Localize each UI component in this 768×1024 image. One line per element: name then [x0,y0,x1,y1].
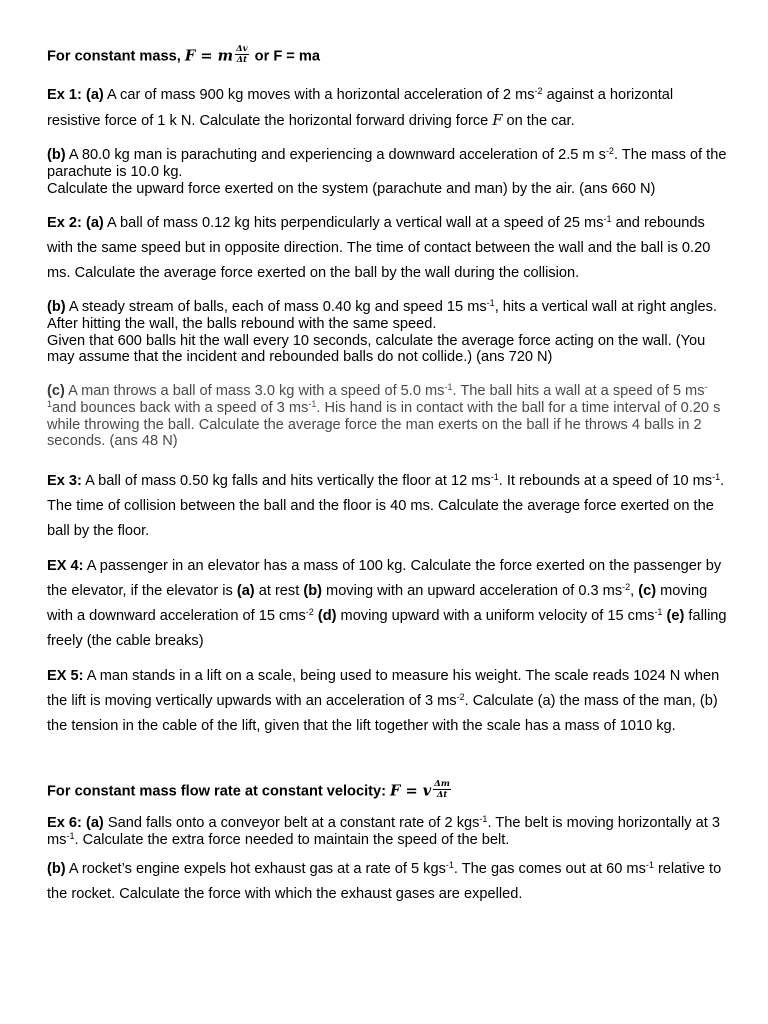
ex2-c-sup-2: -1 [47,382,708,409]
exercise-label: EX 4: [47,558,84,574]
ex6-b-text-1: A rocket’s engine expels hot exhaust gas at a rate of 5 kgs [65,861,446,877]
ex2-a-text-2: and rebounds with the same speed but in opposite direction. The time of contact between the wall and the ball is 0.20 ms. Calculate the average force exerted on the ball by the wall during the collision. [47,215,711,281]
ex1-a-variable: F [492,112,503,129]
formula-fraction [433,779,451,800]
part-label: (e) [666,608,685,624]
ex4-text-4: , [630,583,639,599]
ex4-sup-2: -2 [305,607,314,617]
part-label: (c) [638,583,657,599]
ex2-b-text-3: Given that 600 balls hit the wall every 10 seconds, calculate the average force acting on the wall. (You may assume that the incident and rebounded balls do not collide.) (ans 720 N) [47,332,706,366]
part-label: (a) [85,815,104,831]
ex4-text-7: moving upward with a uniform velocity of 15 cms [336,608,655,624]
ex2-c-sup-1: -1 [444,382,453,392]
fraction-denominator: Δt [236,55,248,65]
heading-text: For constant mass flow rate at constant velocity: [47,783,391,800]
ex2-a-sup: -1 [603,214,612,224]
ex2-c-text-4: . His hand is in contact with the ball for a time interval of 0.20 s while throwing the ball. Calculate the average force the man exerts on the ball if he throws 4 balls in 2 seconds. (ans 48 N) [47,399,721,450]
ex1-b-text-2: . The mass of the parachute is 10.0 kg. [47,147,727,180]
ex3-text-1: A ball of mass 0.50 kg falls and hits vertically the floor at 12 ms [81,473,491,489]
ex6-part-a [47,815,727,849]
ex2-c-text-1: A man throws a ball of mass 3.0 kg with a speed of 5.0 ms [64,383,445,399]
ex3-text-3: . The time of collision between the ball and the floor is 40 ms. Calculate the average force exerted on the ball by the floor. [47,473,725,539]
ex2-part-c [47,383,727,450]
ex6-a-text-3: . Calculate the extra force needed to maintain the speed of the belt. [74,831,510,848]
ex2-b-text-1: A steady stream of balls, each of mass 0.40 kg and speed 15 ms [65,299,487,315]
heading-text: For constant mass, [47,48,185,65]
fraction-numerator: Δm [434,779,450,789]
ex1-b-text-1: A 80.0 kg man is parachuting and experiencing a downward acceleration of 2.5 m s [65,147,606,163]
ex6-a-text-2: . The belt is moving horizontally at 3 ms [47,815,720,848]
ex6-b-text-3: relative to the rocket. Calculate the force with which the exhaust gases are expelled. [47,861,722,902]
exercise-label: Ex 3: [47,473,82,489]
ex5 [47,664,727,739]
heading-tail: or F = ma [250,48,320,65]
ex6-b-sup: -1 [445,860,454,870]
ex4-sup-3: -1 [654,607,663,617]
ex2-c-text-3: and bounces back with a speed of 3 ms [52,399,309,416]
ex2-c-sup-3: -1 [308,398,317,409]
fraction-numerator: Δv [236,44,248,54]
ex1-b-sup: -2 [605,146,614,156]
ex2-b-sup: -1 [486,298,495,308]
ex6-a-sup-2: -1 [66,830,75,841]
part-label: (c) [47,383,65,399]
ex2-a-text-1: A ball of mass 0.12 kg hits perpendicularly a vertical wall at a speed of 25 ms [103,215,604,231]
part-label: (b) [47,147,66,163]
ex1-part-b [47,147,727,197]
part-label: (b) [47,299,66,315]
ex4-text-1: A passenger in an elevator has a mass of 100 kg. Calculate the force exerted on the passenger by the elevator, if the elevator is [47,558,722,599]
part-label: (a) [85,87,104,103]
ex1-a-text-3: on the car. [502,113,575,129]
ex1-b-text-3: Calculate the upward force exerted on the system (parachute and man) by the air. (ans 660 N) [47,180,656,197]
ex3-sup-2: -1 [712,472,721,482]
ex2-part-b [47,299,727,366]
exercise-label: Ex 1: [47,87,82,103]
exercise-label: Ex 2: [47,215,82,231]
part-label: (a) [85,215,104,231]
ex6-a-sup: -1 [479,814,488,824]
ex2-b-text-2: , hits a vertical wall at right angles. After hitting the wall, the balls rebound with the same speed. [47,299,717,332]
ex6-b-sup-2: -1 [645,860,654,870]
fraction-denominator: Δt [436,790,448,800]
ex3-text-2: . It rebounds at a speed of 10 ms [498,473,713,489]
ex6-b-text-2: . The gas comes out at 60 ms [453,861,646,877]
part-label: (b) [47,861,66,877]
ex4-text-2: at rest [254,583,304,599]
ex1-part-a [47,83,727,134]
ex4-text-5: moving with a downward acceleration of 15 cms [47,583,708,624]
ex4-sup-1: -2 [622,582,631,592]
ex5-text-1: A man stands in a lift on a scale, being used to measure his weight. The scale reads 1024 N when the lift is moving vertically upwards with an acceleration of 3 ms [47,668,720,709]
exercise-label: Ex 6: [47,815,82,831]
ex1-a-sup: -2 [534,86,543,96]
ex5-sup-1: -2 [456,692,465,702]
ex5-text-2: . Calculate (a) the mass of the man, (b) the tension in the cable of the lift, given that the lift together with the scale has a mass of 1010 kg. [47,693,718,734]
ex6-part-b [47,857,727,907]
ex3-sup-1: -1 [490,472,499,482]
ex1-a-text-2: against a horizontal resistive force of 1 k N. Calculate the horizontal forward driving force [47,87,674,129]
formula-lhs: F = m [184,47,234,65]
heading-constant-mass-flow [47,781,727,802]
part-label: (a) [236,583,255,599]
part-label: (d) [317,608,337,624]
ex2-c-text-2: . The ball hits a wall at a speed of 5 ms [452,383,705,399]
ex3 [47,469,727,544]
part-label: (b) [303,583,322,599]
ex4-text-3: moving with an upward acceleration of 0.3 ms [321,583,623,599]
heading-constant-mass [47,46,727,67]
ex4 [47,554,727,654]
ex1-a-text-1: A car of mass 900 kg moves with a horizontal acceleration of 2 ms [103,87,535,103]
exercise-label: EX 5: [47,668,84,684]
ex6-a-text-1: Sand falls onto a conveyor belt at a constant rate of 2 kgs [103,815,480,831]
ex2-part-a [47,211,727,286]
formula-fraction [235,44,249,65]
formula-lhs: F = v [390,782,432,800]
ex4-text-9: falling freely (the cable breaks) [47,608,727,649]
